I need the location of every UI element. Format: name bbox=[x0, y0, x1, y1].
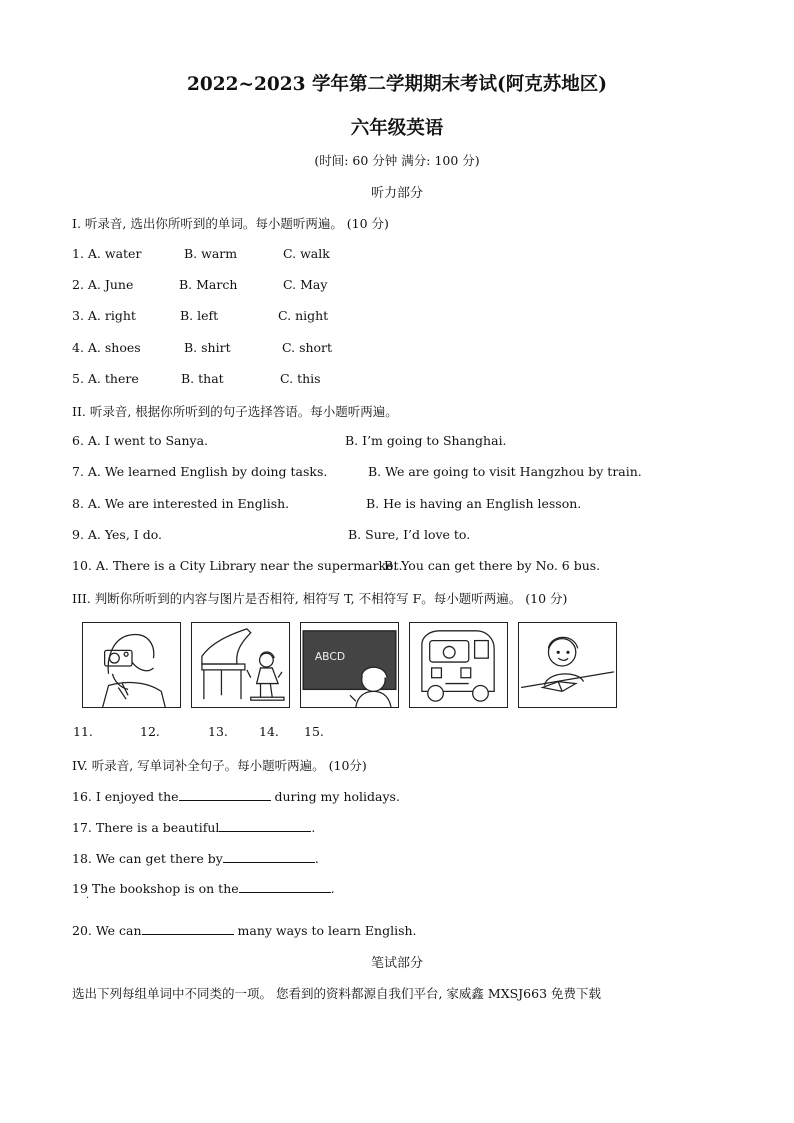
q9-option-a: 9. A. Yes, I do. bbox=[72, 527, 162, 542]
q1-option-c: C. walk bbox=[283, 246, 330, 261]
section1-instruction: I. 听录音, 选出你所听到的单词。每小题听两遍。 (10 分) bbox=[72, 216, 389, 231]
q19-text-before: 19 The bookshop is on the bbox=[72, 881, 239, 896]
q19-sentence bbox=[72, 880, 335, 896]
q17-text-after: . bbox=[311, 820, 316, 835]
q19-answer-blank[interactable] bbox=[239, 880, 331, 893]
q2-option-a: 2. A. June bbox=[72, 277, 134, 292]
q8-option-b: B. He is having an English lesson. bbox=[366, 496, 582, 511]
q16-answer-blank[interactable] bbox=[179, 788, 271, 801]
q9-option-b: B. Sure, I’d love to. bbox=[348, 527, 471, 542]
q3-option-c: C. night bbox=[278, 308, 329, 323]
picture-reading-boy bbox=[518, 622, 617, 708]
exam-subject: 六年级英语 bbox=[350, 118, 444, 139]
q5-option-a: 5. A. there bbox=[72, 371, 139, 386]
q2-option-c: C. May bbox=[283, 277, 328, 292]
pic-number-11: 11. bbox=[73, 724, 93, 739]
q10-option-b: B. You can get there by No. 6 bus. bbox=[384, 558, 601, 573]
q6-option-b: B. I’m going to Shanghai. bbox=[345, 433, 507, 448]
picture-piano-girl bbox=[191, 622, 290, 708]
q16-text-after: during my holidays. bbox=[270, 789, 400, 804]
section3-instruction: III. 判断你所听到的内容与图片是否相符, 相符写 T, 不相符写 F。每小题听两遍。 (10 分) bbox=[72, 591, 568, 606]
q10-option-a: 10. A. There is a City Library near the supermarket. bbox=[72, 558, 403, 573]
q17-text-before: 17. There is a beautiful bbox=[72, 820, 220, 835]
q7-option-a: 7. A. We learned English by doing tasks. bbox=[72, 464, 328, 479]
q1-option-b: B. warm bbox=[184, 246, 238, 261]
picture-blackboard-teacher bbox=[300, 622, 399, 708]
q7-option-b: B. We are going to visit Hangzhou by train. bbox=[368, 464, 642, 479]
exam-info: (时间: 60 分钟 满分: 100 分) bbox=[314, 153, 480, 168]
q5-option-c: C. this bbox=[280, 371, 321, 386]
writing-label: 笔试部分 bbox=[370, 956, 423, 971]
q2-option-b: B. March bbox=[179, 277, 238, 292]
q17-sentence bbox=[72, 819, 315, 835]
q16-text-before: 16. I enjoyed the bbox=[72, 789, 179, 804]
q8-option-a: 8. A. We are interested in English. bbox=[72, 496, 290, 511]
section2-instruction: II. 听录音, 根据你所听到的句子选择答语。每小题听两遍。 bbox=[72, 404, 398, 419]
picture-school-bus bbox=[409, 622, 508, 708]
q3-option-a: 3. A. right bbox=[72, 308, 136, 323]
q1-option-a: 1. A. water bbox=[72, 246, 142, 261]
q6-option-a: 6. A. I went to Sanya. bbox=[72, 433, 209, 448]
listening-label: 听力部分 bbox=[370, 186, 423, 201]
q17-answer-blank[interactable] bbox=[219, 819, 311, 832]
q19-text-after: . bbox=[330, 881, 335, 896]
q5-option-b: B. that bbox=[181, 371, 224, 386]
pic-number-12: 12. bbox=[140, 724, 160, 739]
q4-option-a: 4. A. shoes bbox=[72, 340, 141, 355]
q20-text-before: 20. We can bbox=[72, 923, 142, 938]
q18-sentence bbox=[72, 850, 319, 866]
q16-sentence bbox=[72, 788, 400, 804]
q20-sentence bbox=[72, 922, 417, 938]
picture-camera-boy bbox=[82, 622, 181, 708]
q3-option-b: B. left bbox=[180, 308, 219, 323]
q18-answer-blank[interactable] bbox=[223, 850, 315, 863]
q4-option-c: C. short bbox=[282, 340, 333, 355]
pic-number-15: 15. bbox=[304, 724, 324, 739]
q18-text-after: . bbox=[314, 851, 319, 866]
q20-text-after: many ways to learn English. bbox=[233, 923, 417, 938]
pic-number-14: 14. bbox=[259, 724, 279, 739]
pic-number-13: 13. bbox=[208, 724, 228, 739]
q20-answer-blank[interactable] bbox=[142, 922, 234, 935]
board-text: ABCD bbox=[314, 650, 346, 664]
q19-stray-dot: · bbox=[86, 893, 90, 904]
section5-instruction: 选出下列每组单词中不同类的一项。 您看到的资料都源自我们平台, 家威鑫 MXSJ663 免费下载 bbox=[72, 986, 601, 1001]
q4-option-b: B. shirt bbox=[184, 340, 231, 355]
q18-text-before: 18. We can get there by bbox=[72, 851, 223, 866]
exam-title: 2022~2023 学年第二学期期末考试(阿克苏地区) bbox=[187, 74, 607, 95]
section4-instruction: IV. 听录音, 写单词补全句子。每小题听两遍。 (10分) bbox=[72, 758, 367, 773]
